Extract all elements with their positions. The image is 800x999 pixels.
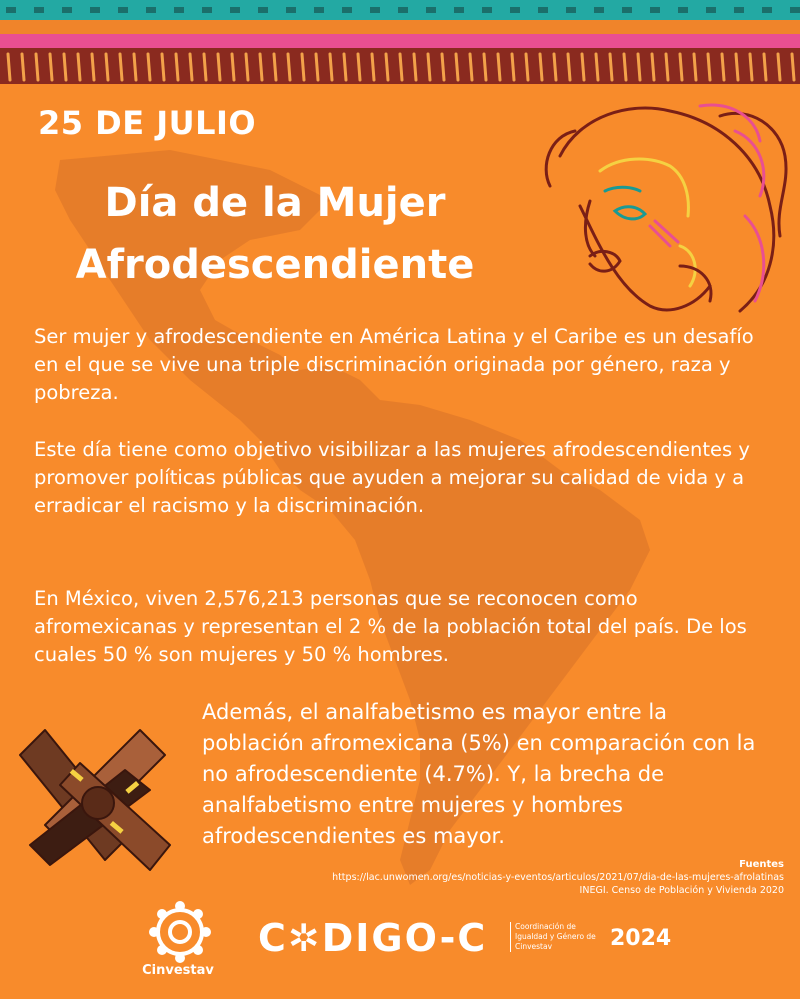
band-pattern-icon xyxy=(0,0,800,88)
cinvestav-label: Cinvestav xyxy=(142,963,214,978)
paragraph-mexico-stats: En México, viven 2,576,213 personas que se reconocen como afromexicanas y representan el 2 % de la población total del país. De los cuales 50 % son mujeres y 50 % hombres. xyxy=(34,587,747,666)
codigo-c-subtitle: Coordinación de Igualdad y Género de Cinvestav xyxy=(510,922,610,952)
event-date: 25 DE JULIO xyxy=(38,104,257,142)
source-census: INEGI. Censo de Población y Vivienda 2020 xyxy=(579,885,784,896)
title-line-1: Día de la Mujer xyxy=(104,180,446,226)
woman-face-illustration-icon xyxy=(520,96,800,326)
paragraph-illiteracy: Además, el analfabetismo es mayor entre la población afromexicana (5%) en comparación con la no afrodescendiente (4.7%). Y, la brecha de analfabetismo entre mujeres y hombres afrodescendientes es mayor. xyxy=(202,700,756,848)
sources-heading: Fuentes xyxy=(739,859,784,870)
source-link[interactable]: https://lac.unwomen.org/es/noticias-y-eventos/articulos/2021/07/dia-de-las-mujeres-afrolatinas xyxy=(332,872,784,883)
codigo-c-logo: C✲DIGO-C xyxy=(258,916,488,960)
cinvestav-logo-icon xyxy=(135,900,225,995)
joined-hands-illustration-icon xyxy=(10,715,195,885)
title-line-2: Afrodescendiente xyxy=(75,242,475,288)
decorative-band xyxy=(0,0,800,88)
sources-block xyxy=(224,858,784,897)
paragraph-intro: Ser mujer y afrodescendiente en América Latina y el Caribe es un desafío en el que se vive una triple discriminación originada por género, raza y pobreza. xyxy=(34,325,754,404)
paragraph-objective: Este día tiene como objetivo visibilizar a las mujeres afrodescendientes y promover políticas públicas que ayuden a mejorar su calidad de vida y a erradicar el racismo y la discriminación. xyxy=(34,438,750,517)
year-label: 2024 xyxy=(610,926,672,951)
page-title xyxy=(40,172,510,296)
